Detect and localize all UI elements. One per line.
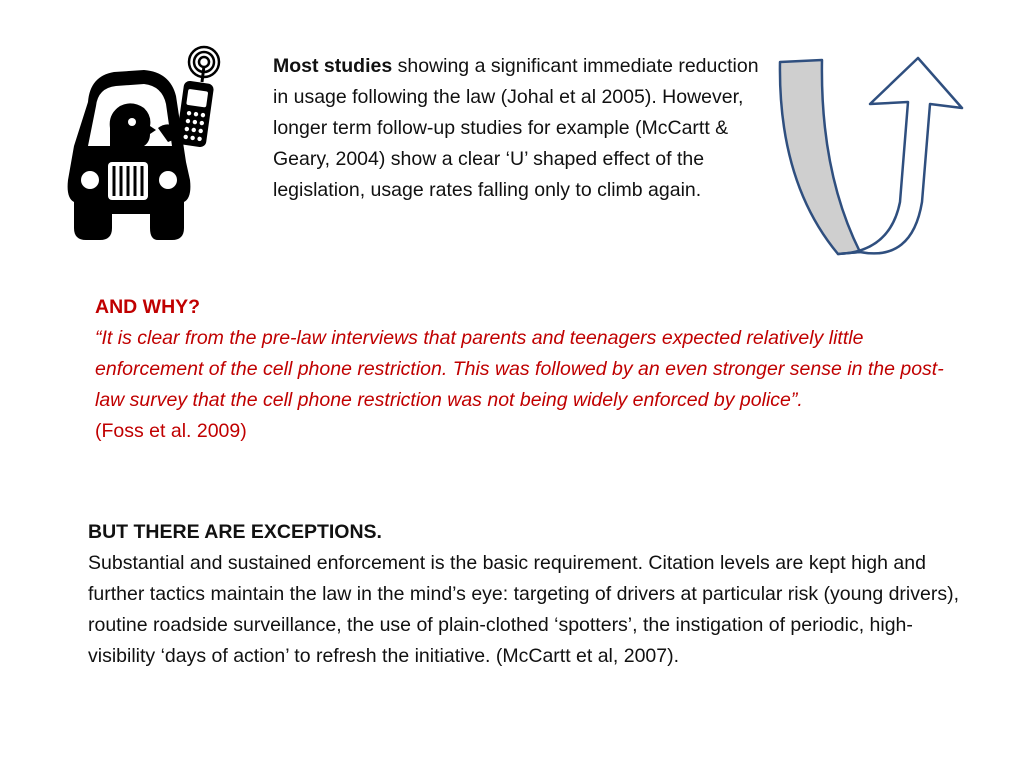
driver-on-phone-icon xyxy=(66,42,226,242)
why-citation: (Foss et al. 2009) xyxy=(95,420,247,442)
exceptions-block xyxy=(88,517,968,672)
intro-paragraph xyxy=(273,51,773,206)
why-heading: AND WHY? xyxy=(95,296,201,318)
intro-text: showing a significant immediate reduction in usage following the law (Johal et al 2005). However, longer term follow-up studies for example (McCartt & Geary, 2004) show a clear ‘U’ shaped effect of the legislation, usage rates falling only to climb again. xyxy=(273,55,759,201)
u-turn-arrow-icon xyxy=(772,52,972,264)
exceptions-heading: BUT THERE ARE EXCEPTIONS. xyxy=(88,521,382,543)
why-block xyxy=(95,292,955,447)
exceptions-text: Substantial and sustained enforcement is the basic requirement. Citation levels are kept high and further tactics maintain the law in the mind’s eye: targeting of drivers at particular risk (young drivers), routine roadside surveillance, the use of plain-clothed ‘spotters’, the instigation of periodic, high-visibility ‘days of action’ to refresh the initiative. (McCartt et al, 2007). xyxy=(88,552,960,667)
intro-lead: Most studies xyxy=(273,55,393,77)
why-quote: “It is clear from the pre-law interviews that parents and teenagers expected relatively little enforcement of the cell phone restriction. This was followed by an even stronger sense in the post-law survey that the cell phone restriction was not being widely enforced by police”. xyxy=(95,327,944,411)
